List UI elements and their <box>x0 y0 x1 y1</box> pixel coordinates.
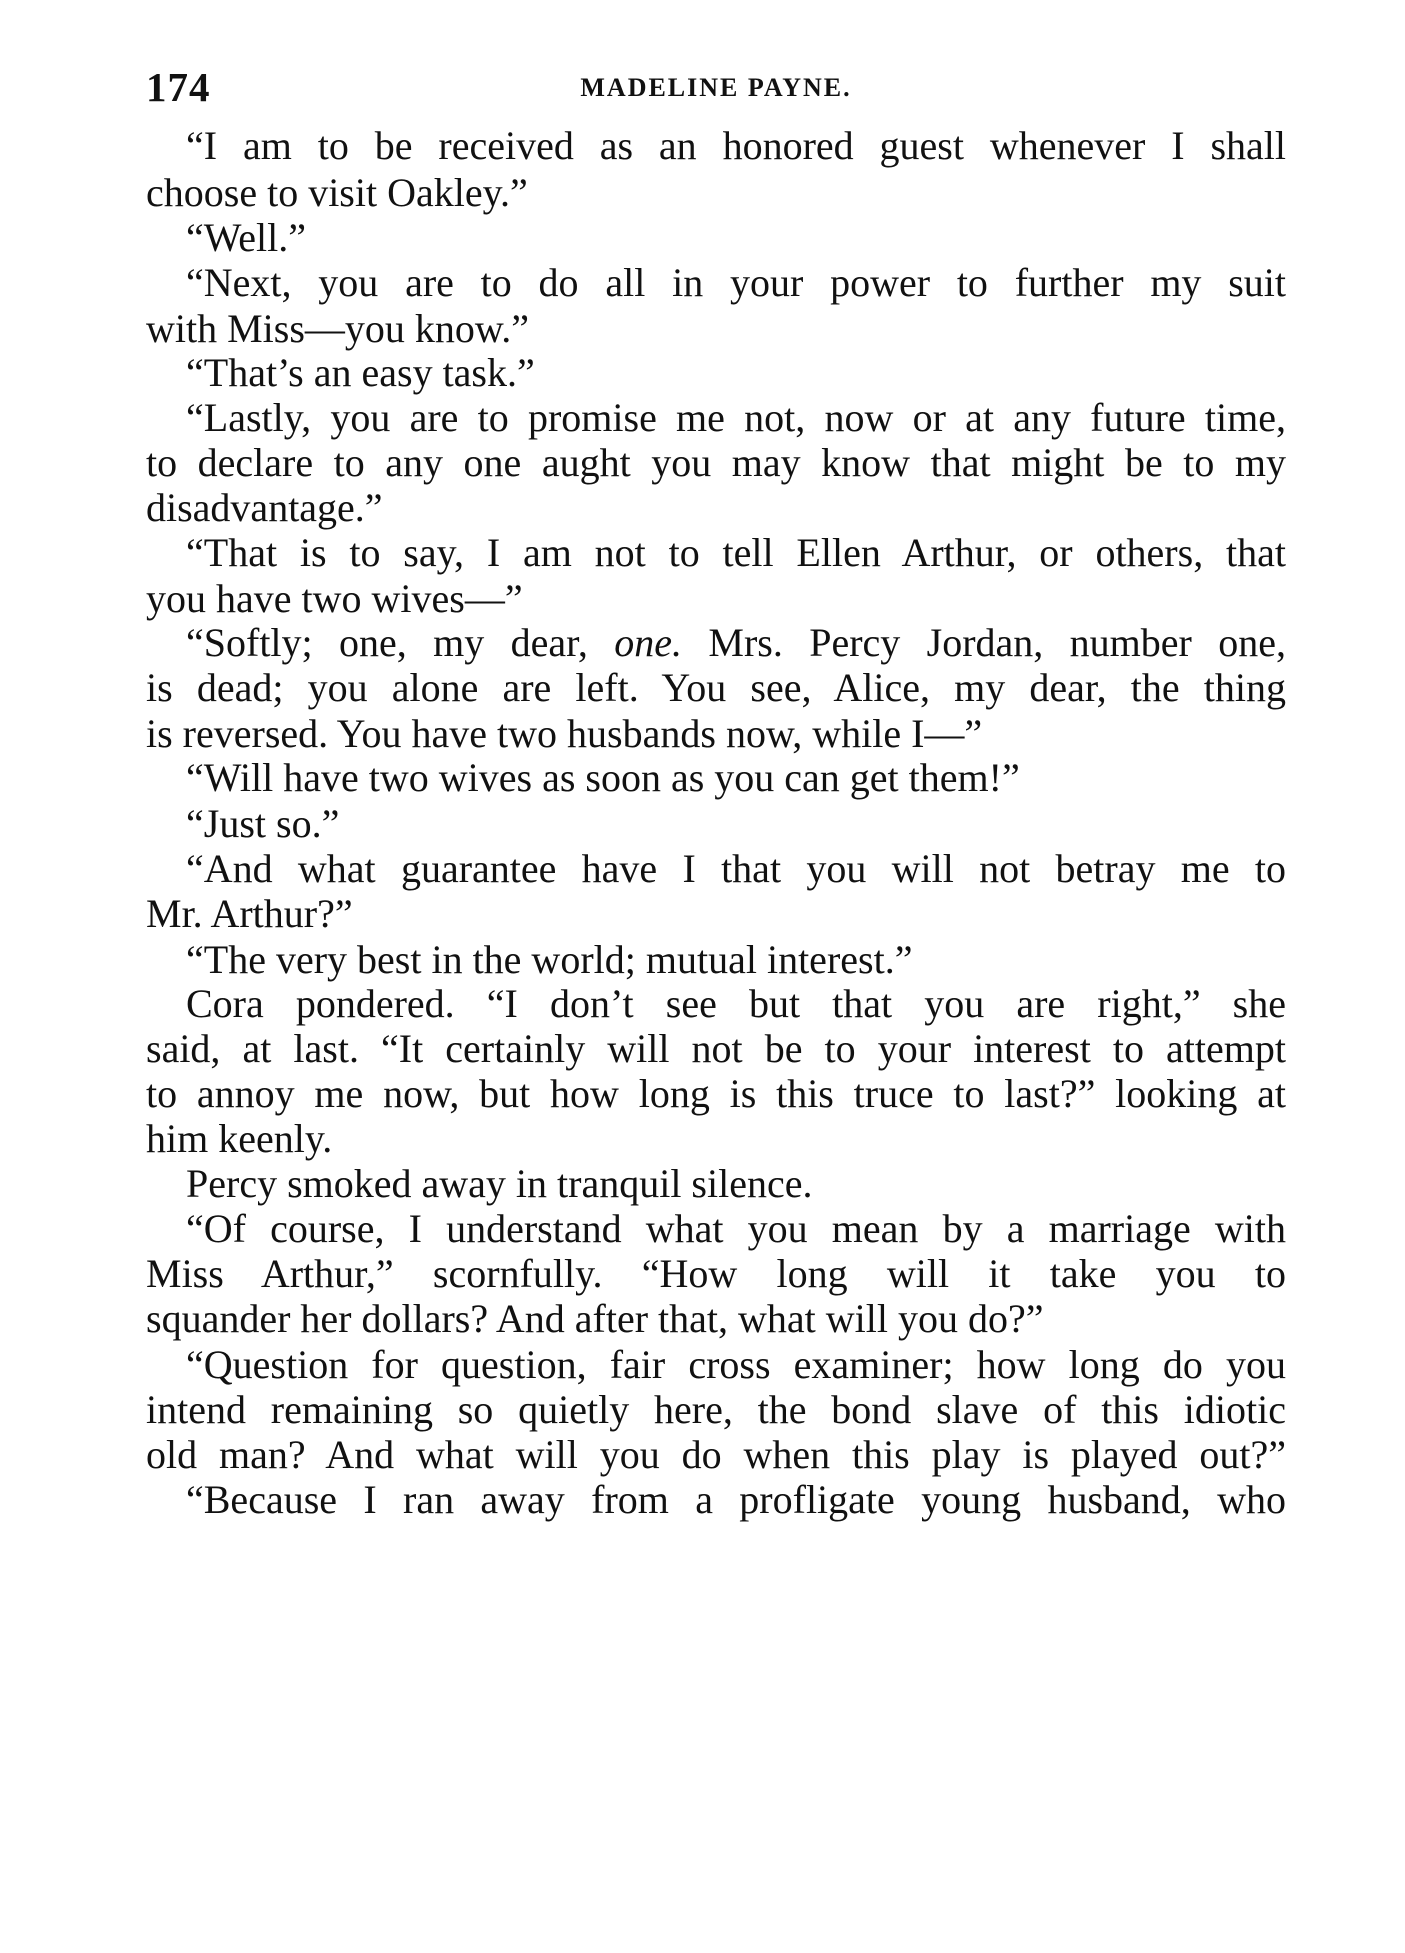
text-line: old man? And what will you do when this play is played out?” <box>146 1432 1286 1477</box>
text-line: Percy smoked away in tranquil silence. <box>186 1161 813 1206</box>
emphasis: one. <box>614 620 683 665</box>
running-title: MADELINE PAYNE. <box>580 73 852 102</box>
text-line: disadvantage.” <box>146 485 383 530</box>
text-line: him keenly. <box>146 1116 333 1161</box>
text-line: “And what guarantee have I that you will not betray me to <box>186 846 1286 891</box>
text-line: said, at last. “It certainly will not be to your interest to attempt <box>146 1026 1286 1071</box>
text-line: “Next, you are to do all in your power to further my suit <box>186 260 1286 305</box>
text-line: squander her dollars? And after that, what will you do?” <box>146 1296 1044 1341</box>
text-line: choose to visit Oakley.” <box>146 170 528 215</box>
text-line: Mr. Arthur?” <box>146 891 353 936</box>
text-line: “The very best in the world; mutual interest.” <box>186 937 913 982</box>
text-line: “Will have two wives as soon as you can get them!” <box>186 755 1020 800</box>
text-line: you have two wives—” <box>146 576 523 621</box>
text-line: “That’s an easy task.” <box>186 350 535 395</box>
text-line: to declare to any one aught you may know that might be to my <box>146 440 1286 485</box>
text-line: “I am to be received as an honored guest whenever I shall <box>186 123 1286 168</box>
page-number: 174 <box>146 64 211 110</box>
text-line: is reversed. You have two husbands now, while I—” <box>146 711 983 756</box>
text-segment: “Softly; one, my dear, <box>186 620 588 665</box>
text-line: “Question for question, fair cross examiner; how long do you <box>186 1342 1286 1387</box>
text-line: “Well.” <box>186 215 307 260</box>
text-segment: Mrs. Percy Jordan, number one, <box>708 620 1286 665</box>
text-line: “Just so.” <box>186 801 340 846</box>
text-line: is dead; you alone are left. You see, Alice, my dear, the thing <box>146 665 1286 710</box>
text-line: with Miss—you know.” <box>146 306 529 351</box>
text-line: Miss Arthur,” scornfully. “How long will it take you to <box>146 1251 1286 1296</box>
text-line: “Lastly, you are to promise me not, now or at any future time, <box>186 395 1286 440</box>
text-line: to annoy me now, but how long is this truce to last?” looking at <box>146 1071 1286 1116</box>
text-line: “Of course, I understand what you mean by a marriage with <box>186 1206 1286 1251</box>
text-line: “That is to say, I am not to tell Ellen Arthur, or others, that <box>186 530 1286 575</box>
text-line: Cora pondered. “I don’t see but that you are right,” she <box>186 981 1286 1026</box>
text-line: intend remaining so quietly here, the bond slave of this idiotic <box>146 1387 1286 1432</box>
text-line: “Because I ran away from a profligate young husband, who <box>186 1477 1286 1522</box>
